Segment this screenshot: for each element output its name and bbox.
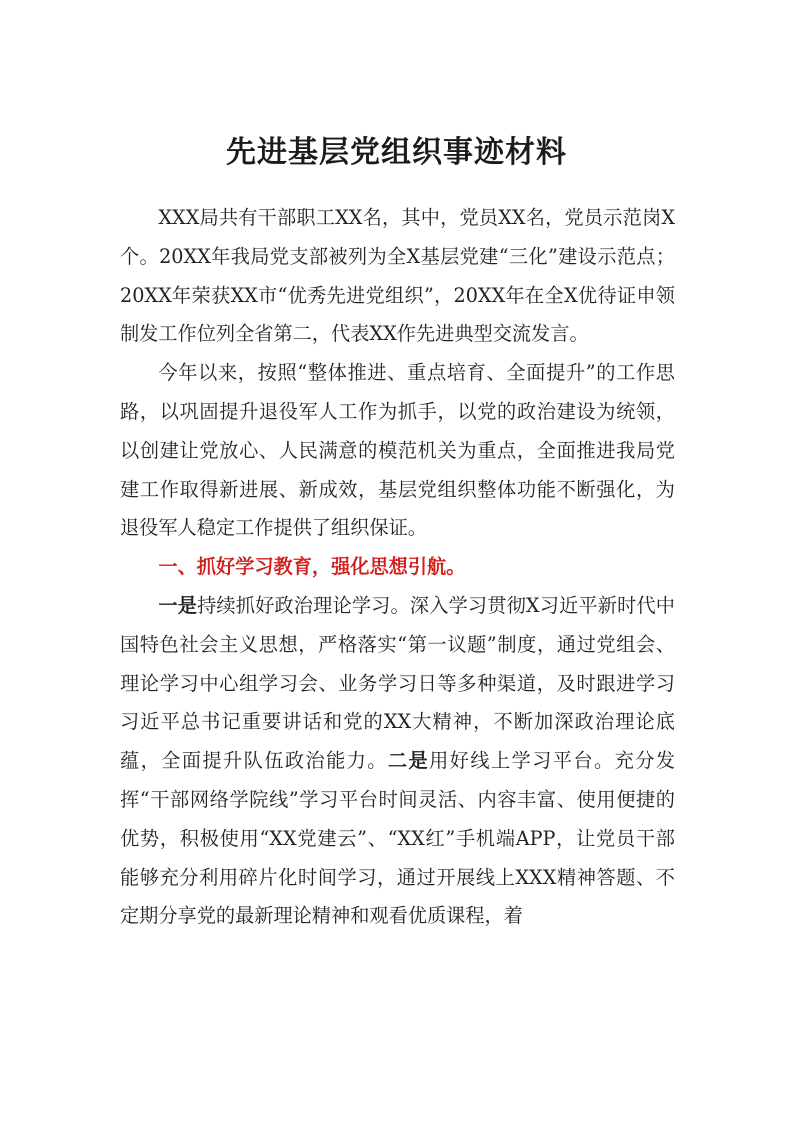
lead-marker-2: 二是 [387, 749, 430, 773]
paragraph-overview: 今年以来，按照“整体推进、重点培育、全面提升”的工作思路，以巩固提升退役军人工作为抓手，以党的政治建设为统领，以创建让党放心、人民满意的模范机关为重点，全面推进我局党建工作取得新进展、新成效，基层党组织整体功能不断强化，为退役军人稳定工作提供了组织保证。 [120, 361, 675, 540]
document-body [120, 199, 675, 936]
paragraph-study-text-1: 持续抓好政治理论学习。深入学习贯彻X习近平新时代中国特色社会主义思想，严格落实“第一议题”制度，通过党组会、理论学习中心组学习会、业务学习日等多种渠道，及时跟进学习习近平总书记重要讲话和党的XX大精神，不断加深政治理论底蕴，全面提升队伍政治能力。 [120, 593, 675, 773]
section-heading-1: 一、抓好学习教育，强化思想引航。 [158, 555, 466, 579]
document-title: 先进基层党组织事迹材料 [226, 135, 567, 170]
paragraph-study-text-2: 用好线上学习平台。充分发挥“干部网络学院线”学习平台时间灵活、内容丰富、使用便捷的优势，积极使用“XX党建云”、“XX红”手机端APP，让党员干部能够充分利用碎片化时间学习，通过开展线上XXX精神答题、不定期分享党的最新理论精神和观看优质课程，着 [120, 749, 676, 928]
lead-marker-1: 一是 [158, 593, 198, 617]
paragraph-intro: XXX局共有干部职工XX名，其中，党员XX名，党员示范岗X个。20XX年我局党支部被列为全X基层党建“三化”建设示范点；20XX年荣获XX市“优秀先进党组织”，20XX年在全X优待证申领制发工作位列全省第二，代表XX作先进典型交流发言。 [120, 206, 675, 346]
paragraph-study [120, 587, 675, 936]
